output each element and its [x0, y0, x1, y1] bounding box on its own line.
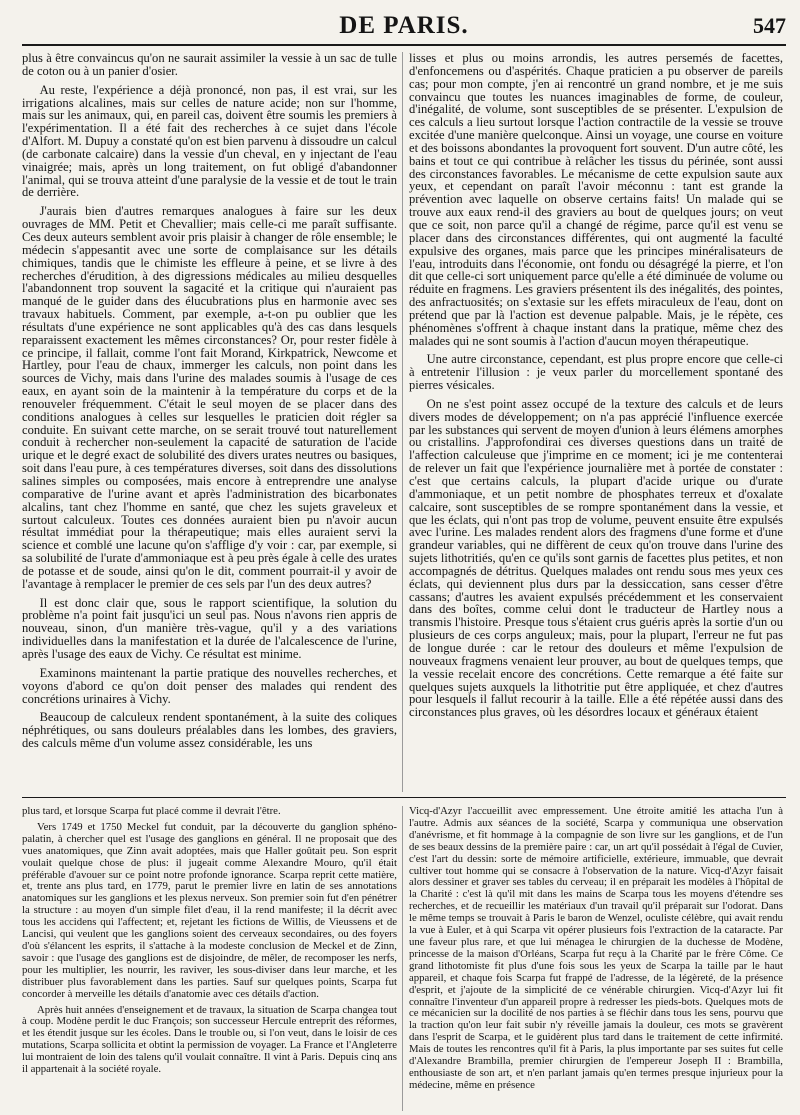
- paragraph: Une autre circonstance, cependant, est plus propre encore que celle-ci à entretenir l'illusion : je veux parler du morcellement spontané des pierres vésicales.: [409, 352, 783, 393]
- page-title: DE PARIS.: [339, 12, 469, 39]
- paragraph: Il est donc clair que, sous le rapport scientifique, la solution du problème n'a point fait jusqu'ici un seul pas. Nous n'avons rien appris de nouveau, sinon, d'un manière très-vague, qu'il y a des variations individuelles dans la manifestation et la durée de l'alcalescence de l'urine, après l'usage des eaux de Vichy. Ce résultat est minime.: [22, 595, 397, 661]
- column-divider: [402, 806, 403, 1111]
- paragraph: Vicq-d'Azyr l'accueillit avec empressement. Une étroite amitié les attacha l'un à l'autre. Admis aux séances de la société, Scarpa y communiqua une observation d'anévrisme, et fit hommage à la compagnie de son livre sur les ganglions, et de l'un de ses beaux dessins de la première paire : car, un art qu'il possédait à l'égal de Cuvier, c'est l'art du dessin: sorte de mémoire artificielle, extérieure, immuable, que devrait cultiver tout homme qui se consacre à l'observation de la nature. Vicq-d'Azyr faisait alors dessiner et graver ses tables du cerveau; il en préparait les modèles à l'hôpital de la Charité : c'est là qu'il mit dans les mains de Scarpa tous les moyens d'étendre ses recherches, et de recueillir les matériaux d'un travail qu'il préparait sur l'odorat. Dans le même temps se trouvait à Paris le baron de Wenzel, oculiste célèbre, qui avait rendu la vue à Euler, et à qui Scarpa vit opérer plusieurs fois l'extraction de la cataracte. Par une faveur plus rare, et que lui ménagea le chirurgien de la duchesse de Modène, princesse de la maison d'Orléans, Scarpa fut reçu à la Charité par le frère Côme. Ce grand lithotomiste fit plus d'une fois sous les yeux de Scarpa la taille par le haut appareil, et chaque fois Scarpa fut frappé de l'adresse, de la légèreté, de la présence d'esprit, et j'ajoute de la simplicité de ce vénérable chirurgien. Vicq-d'Azyr lui fit connaître l'inventeur d'un appareil propre à redresser les pieds-bots. Quelques mots de ce mécanicien sur la docilité de nos parties à se fléchir dans tous les sens, pourvu que la traction qu'on leur fait subir n'y réveille jamais la douleur, ces mots se gravèrent dans l'esprit de Scarpa, et le guidèrent plus tard dans le traitement de cette infirmité. Mais de toutes les rencontres qu'il fit à Paris, la plus importante par ses suites fut celle d'Alexandre Brambilla, premier chirurgien de l'empereur Joseph II : Brambilla, enthousiaste de son art, et n'en parlant jamais qu'en termes presque injurieux pour la médecine, même en présence: [409, 806, 783, 1091]
- paragraph: Au reste, l'expérience a déjà prononcé, non pas, il est vrai, sur les irrigations alcalines, mais sur celles de nature acide; non sur l'homme, mais sur les animaux, qui, en pareil cas, doivent être soumis les premiers à l'expérimentation. Il a été fait des recherches à ce sujet dans l'école d'Alfort. M. Dupuy a constaté qu'on est bien parvenu à dissoudre un calcul (de carbonate calcaire) dans la vessie d'un cheval, en y injectant de l'eau vinaigrée; mais, après un long traitement, on fut obligé d'abandonner l'animal, qui se trouva atteint d'une paralysie de la vessie et de tout le train de derrière.: [22, 82, 397, 200]
- page-header: [22, 8, 786, 46]
- feuilleton-column-right: [409, 806, 783, 1111]
- paragraph: plus à être convaincus qu'on ne saurait assimiler la vessie à un sac de tulle de coton ou à un panier d'osier.: [22, 52, 397, 78]
- column-divider: [402, 52, 403, 792]
- paragraph: Vers 1749 et 1750 Meckel fut conduit, par la découverte du ganglion sphéno-palatin, à chercher quel est l'usage des ganglions en général. Il ne proposait que des vues anatomiques, que Zinn avait adoptées, mais que Haller goûtait peu. Son esprit voulait quelque chose de plus: il jugeait comme Alexandre Mouro, qu'il était préférable d'avouer sur ce point notre profonde ignorance. Scarpa reprit cette matière, et, trente ans plus tard, en 1779, parut le premier livre en latin de ses annotations anatomiques sur les ganglions et les plexus nerveux. Son premier soin fut d'en pénétrer la structure : au moyen d'un simple filet d'eau, il la rend manifeste; il la décrit avec tous les accidens qui l'affectent; et, rejetant les fictions de Willis, de Vieussens et de Lancisi, qui veulent que les ganglions soient des cerveaux secondaires, ou des foyers d'où s'élancent les esprits, il s'attache à la modeste conclusion de Meckel et de Zinn, savoir : que l'usage des ganglions est de disjoindre, de mêler, de recomposer les nerfs, pour les multiplier, les nourrir, les raviver, les sous-diviser dans leur marche, et les distribuer plus favorablement dans les parties. Sauf sur quelques points, Scarpa fut concorder à merveille les détails d'anatomie avec ces détails d'action.: [22, 820, 397, 1000]
- paragraph: J'aurais bien d'autres remarques analogues à faire sur les deux ouvrages de MM. Petit et Chevallier; mais celle-ci me paraît suffisante. Ces deux auteurs semblent avoir pris plaisir à changer de rôle ensemble; le médecin s'appesantit avec une sorte de complaisance sur les détails chimiques, tandis que le chimiste les effleure à peine, et se livre à des recherches d'érudition, à des digressions médicales au milieu desquelles l'abandonnent trop souvent la sagacité et la critique qui n'auraient pas manqué de le guider dans des élucubrations plus en harmonie avec ses travaux habituels. Comment, par exemple, a-t-on pu oublier que les résultats d'une expérience ne sont applicables qu'à des cas dans lesquels reparaissent exactement les mêmes circonstances? Or, pour rester fidèle à ce principe, il fallait, comme l'ont fait Morand, Kirkpatrick, Newcome et Hartley, pour l'eau de chaux, immerger les calculs, non point dans les sources de Vichy, mais dans l'urine des malades soumis à l'usage de ces eaux, en ayant soin de la maintenir à la température du corps et de la renouveler fréquemment. C'était le seul moyen de se placer dans des conditions analogues à celles sur lesquelles le praticien doit régler sa conduite. En suivant cette marche, on se serait trouvé tout naturellement conduit à rechercher non-seulement la capacité de saturation de l'acide urique et le degré exact de solubilité des divers urates neutres ou basiques, soit dans l'eau pure, à ces températures diverses, soit dans des dissolutions salines simples ou composées, mais encore à entreprendre une analyse comparative de l'urine avant et après l'administration des bicarbonates alcalins, tant chez l'homme en santé, que chez les sujets graveleux et surtout calculeux. Toutes ces données auraient bien pu n'avoir aucun résultat immédiat pour la thérapeutique; mais elles auraient servi la science et comblé une lacune qu'on s'afflige d'y voir : car, par exemple, si sa solubilité de l'urate d'ammoniaque est à peu près égale à celle des urates de potasse et de soude, ainsi qu'on le dit, comment pourrait-il y avoir de l'avantage à remplacer le premier de ces sels par l'un des deux autres?: [22, 204, 397, 591]
- article-column-right: [409, 52, 783, 794]
- paragraph: plus tard, et lorsque Scarpa fut placé comme il devrait l'être.: [22, 806, 281, 817]
- page-number: 547: [753, 13, 786, 38]
- paragraph: Après huit années d'enseignement et de travaux, la situation de Scarpa changea tout à coup. Modène perdit le duc François; son successeur Hercule entreprit des réformes, et les étendit jusque sur les écoles. Dans le trouble ou, si l'on veut, dans le loisir de ces mutations, Scarpa sollicita et obtint la permission de voyager. La France et l'Angleterre lui montraient de loin des talens qu'il voulait connaître. Il vint à Paris. Depuis cinq ans il appartenait à la société royale.: [22, 1003, 397, 1076]
- article-column-left: [22, 52, 397, 794]
- feuilleton-column-left: [22, 806, 397, 1111]
- paragraph: On ne s'est point assez occupé de la texture des calculs et de leurs divers modes de développement; on n'a pas apprécié l'influence exercée par les substances qui servent de moyen d'union à leurs élémens amorphes ou cristallins. J'approfondirai ces diverses questions dans un traité de l'affection calculeuse que j'imprime en ce moment; ici je me contenterai de relever un fait que l'expérience journalière met à portée de constater : c'est que certains calculs, la plupart d'acide urique ou d'urate d'ammoniaque, et un petit nombre de phosphates terreux et d'oxalate calcaire, sont susceptibles de se rompre spontanément dans la vessie, et que les éclats, qui n'ont pas trop de volume, peuvent ensuite être expulsés avec l'urine. Les malades rendent alors des fragmens d'une forme et d'une grandeur variables, qui ne diffèrent de ceux qu'on trouve dans l'urine des sujets lithotritiés, qu'en ce qu'ils sont garnis de facettes plus petites, et non accompagnés de détritus. Quelques malades ont rendu sous mes yeux ces éclats, qui deviennent plus durs par la dessiccation, sans cesser d'être cassans; d'autres les avaient expulsés précédemment et les conservaient dans des boîtes, comme celui dont le traducteur de Hartley nous a transmis l'histoire. Presque tous s'étaient crus guéris après la sortie d'un ou plusieurs de ces corps anguleux; mais, pour la plupart, l'erreur ne fut pas de longue durée : car le retour des douleurs et même l'expulsion de nouveaux fragmens venaient leur prouver, au bout de quelques temps, que la vessie recelait encore des concrétions. Cette remarque a été faite sur quelques sujets auxquels la lithotritie put être appliquée, et chez d'autres pour lesquels il fallut recourir à la taille. Elle a été répétée aussi dans des circonstances plus graves, où les désordres locaux et généraux étaient: [409, 396, 783, 720]
- paragraph: Examinons maintenant la partie pratique des nouvelles recherches, et voyons d'abord ce qu'on doit penser des malades qui rendent des concrétions urinaires à Vichy.: [22, 665, 397, 706]
- feuilleton-separator: [22, 797, 786, 798]
- paragraph: Beaucoup de calculeux rendent spontanément, à la suite des coliques néphrétiques, ou sans douleurs préalables dans les lombes, des graviers, des calculs même d'un volume assez considérable, les uns: [22, 710, 397, 751]
- paragraph: lisses et plus ou moins arrondis, les autres persemés de facettes, d'enfoncemens ou d'aspérités. Chaque praticien a pu observer de pareils cas; pour mon compte, j'en ai rencontré un grand nombre, et je me suis convaincu que toutes les nuances imaginables de forme, de couleur, d'inégalité, de volume, sont susceptibles de se présenter. L'expulsion de ces calculs a lieu surtout lorsque l'action contractile de la vessie se trouve excitée d'une manière quelconque. Ainsi un voyage, une course en voiture et des boissons abondantes la provoquent fort souvent. D'un autre côté, les bains et tout ce qui contribue à relâcher les tissus du périnée, sont aussi des circonstances favorables. Le mécanisme de cette expulsion saute aux yeux, et cependant on paraît l'avoir méconnu : tant est grande la prévention avec laquelle on observe certains faits! Un malade qui se trouve aux eaux rend-il des graviers au bout de quelques jours; on veut que ce soit, non parce qu'il a changé de régime, parce qu'il est venu se placer dans des circonstances différentes, qui ont augmenté la faculté expulsive des organes, mais parce que les principes minéralisateurs de l'eau, introduits dans l'économie, ont fondu ou désagrégé la pierre, et l'on dit que celle-ci sort uniquement parce qu'elle a été diminuée de volume ou réduite en fragmens. Les graviers présentent ils des inégalités, des pointes, des anfractuosités; on s'extasie sur les effets miraculeux de l'eau, dont on prétend que par là l'action est devenue palpable. Mais, je le répète, ces phénomènes s'offrent à chaque instant dans la pratique, même chez des malades qui ne sont soumis à l'action d'aucun moyen thérapeutique.: [409, 52, 783, 348]
